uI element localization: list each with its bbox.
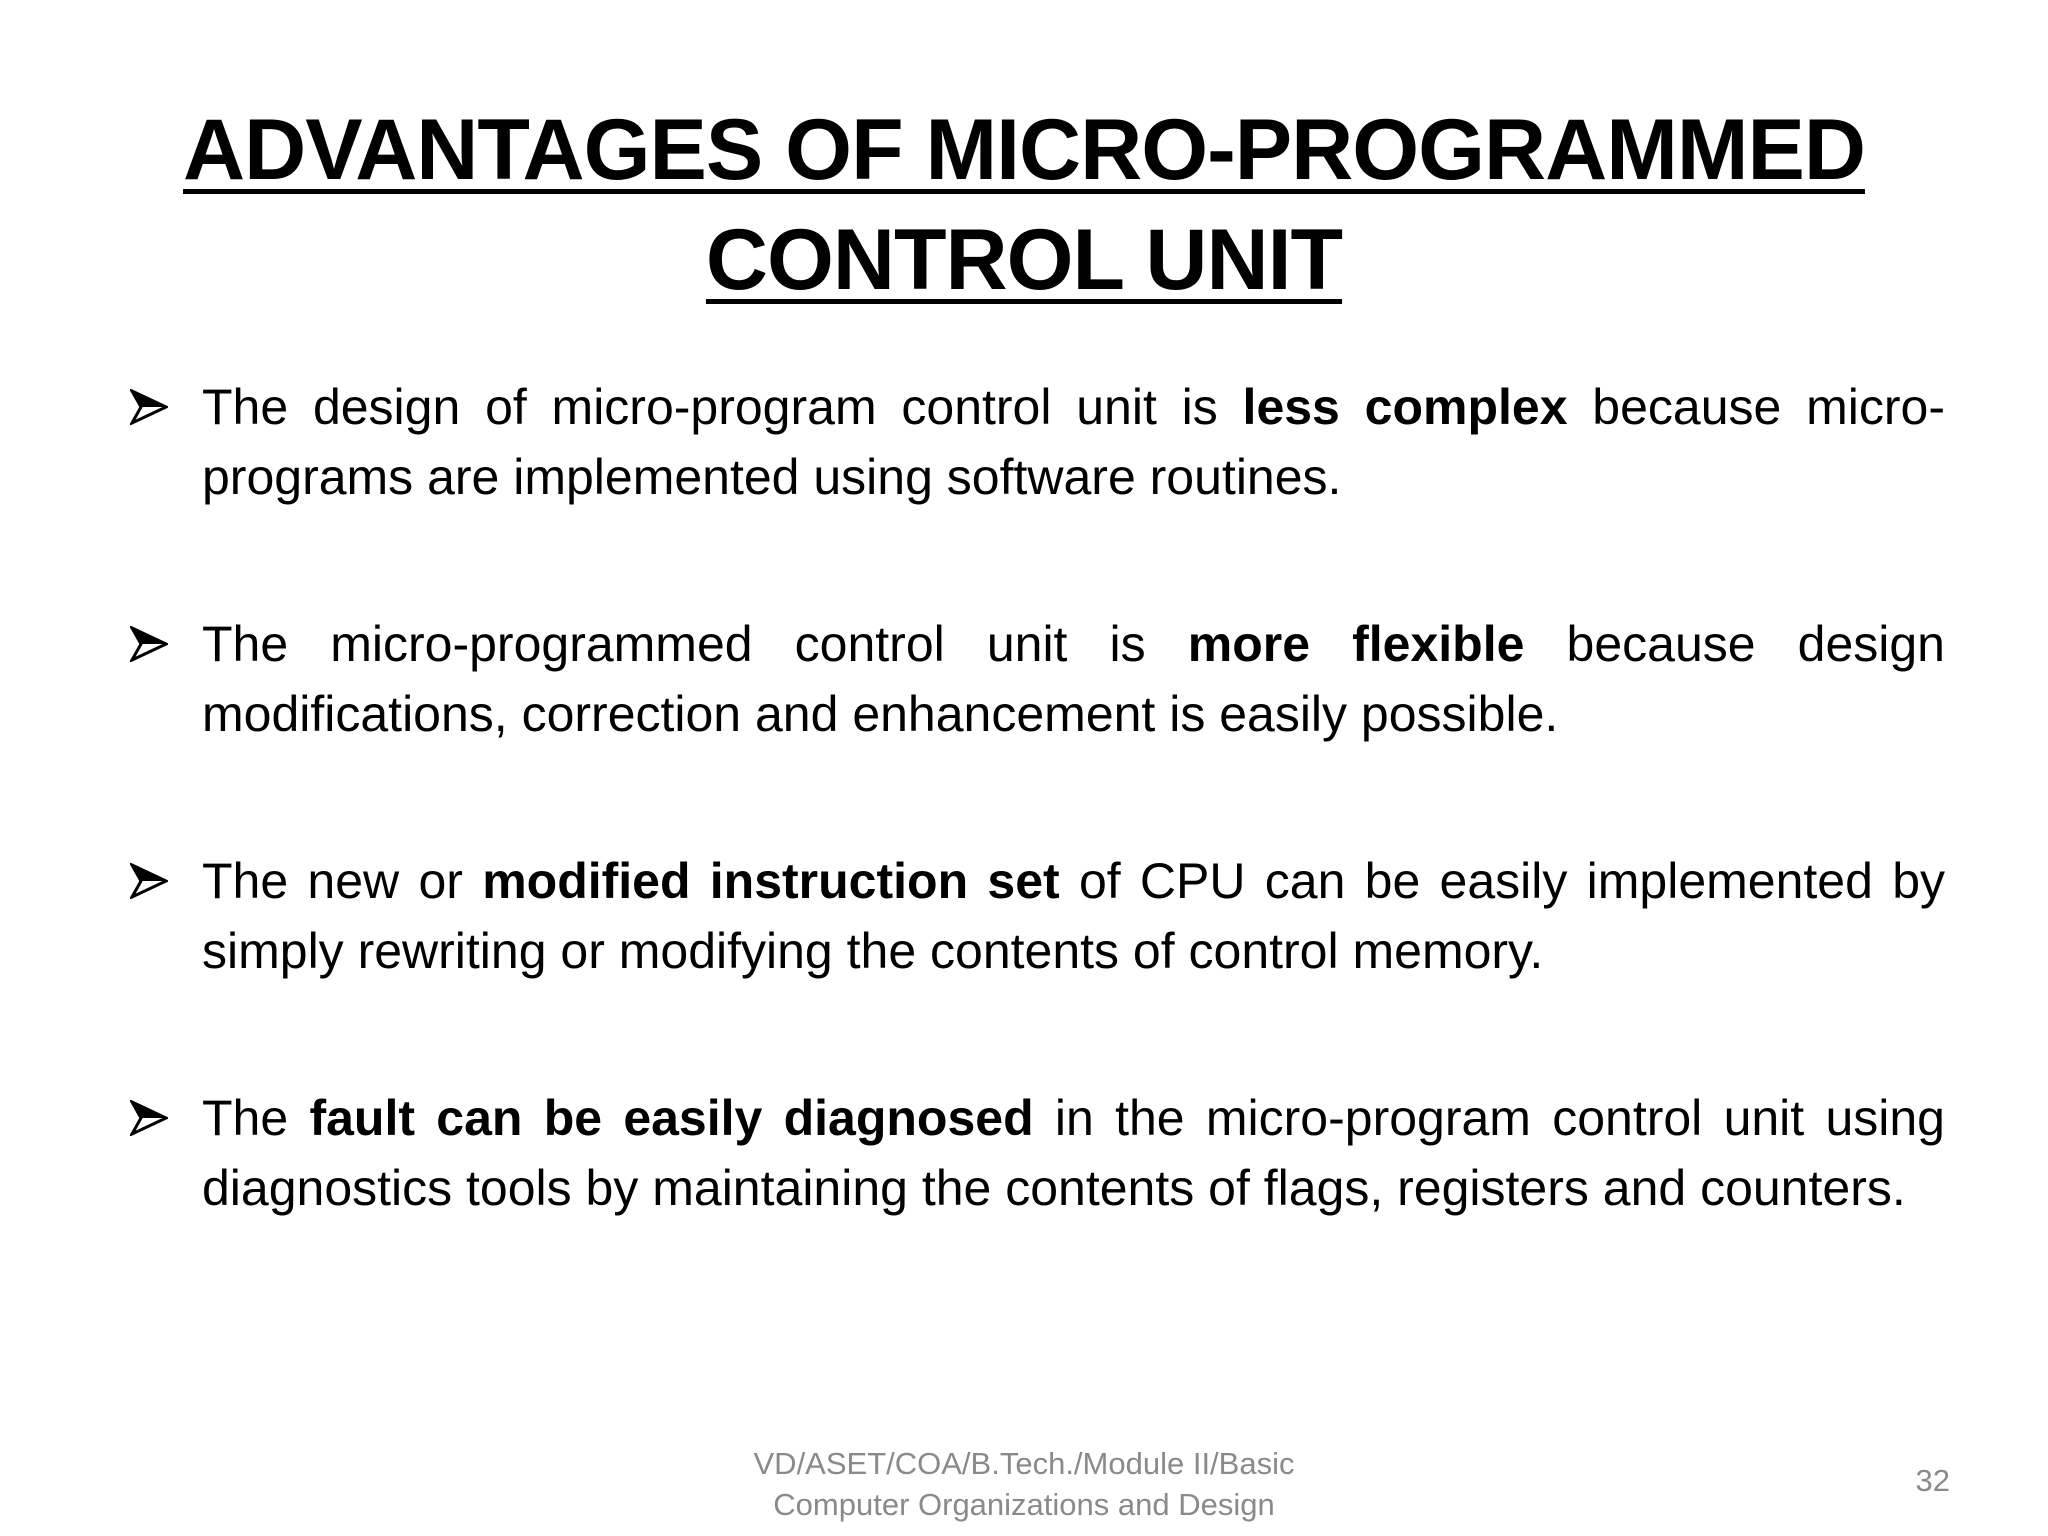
- bullet-item-3: [125, 846, 1945, 986]
- arrowhead-bullet-icon: [130, 863, 168, 899]
- bullet-item-2: [125, 609, 1945, 749]
- bullet-text: The fault can be easily diagnosed in the micro-program control unit using diagnostics tools by maintaining the contents of flags, registers and counters.: [202, 1090, 1945, 1216]
- arrowhead-bullet-icon: [130, 1100, 168, 1136]
- bullet-text: The micro-programmed control unit is more flexible because design modifications, correction and enhancement is easily possible.: [202, 616, 1945, 742]
- title-line-2: CONTROL UNIT: [705, 212, 1343, 308]
- bullet-emphasis: less complex: [1242, 379, 1568, 435]
- slide-footer: [724, 1443, 1324, 1525]
- bullet-emphasis: more flexible: [1187, 616, 1525, 672]
- bullet-item-1: [125, 372, 1945, 512]
- bullet-emphasis: modified instruction set: [482, 853, 1060, 909]
- bullet-list: [125, 372, 1945, 1320]
- footer-line-1: VD/ASET/COA/B.Tech./Module II/Basic: [753, 1446, 1295, 1481]
- slide-title: [160, 95, 1888, 315]
- bullet-item-4: [125, 1083, 1945, 1223]
- bullet-emphasis: fault can be easily diagnosed: [309, 1090, 1034, 1146]
- arrowhead-bullet-icon: [130, 389, 168, 425]
- arrowhead-bullet-icon: [130, 626, 168, 662]
- footer-line-2: Computer Organizations and Design: [773, 1487, 1275, 1522]
- title-line-1: ADVANTAGES OF MICRO-PROGRAMMED: [183, 102, 1865, 198]
- bullet-text: The design of micro-program control unit is less complex because micro-programs are implemented using software routines.: [202, 379, 1945, 505]
- page-number: 32: [1915, 1463, 1950, 1498]
- bullet-text: The new or modified instruction set of CPU can be easily implemented by simply rewriting or modifying the contents of control memory.: [202, 853, 1946, 979]
